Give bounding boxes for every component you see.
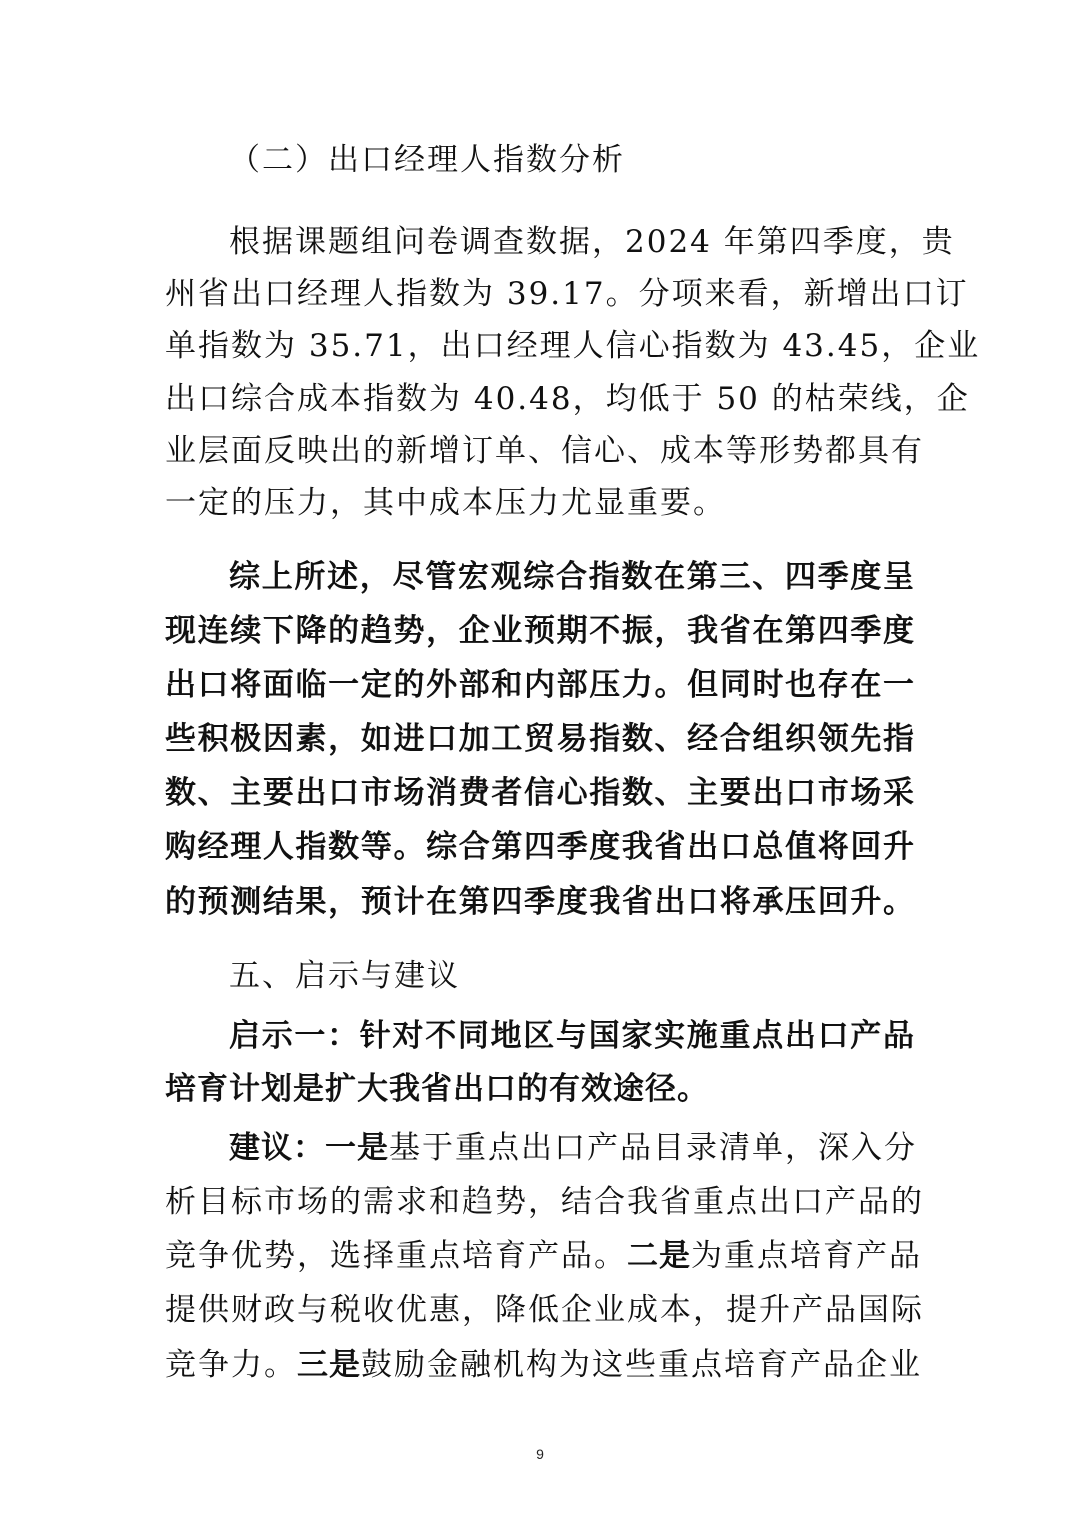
summary-line: 综上所述，尽管宏观综合指数在第三、四季度呈: [229, 559, 915, 595]
paragraph-line: 州省出口经理人指数为 39.17。分项来看，新增出口订: [165, 276, 969, 312]
paragraph-line: 单指数为 35.71，出口经理人信心指数为 43.45，企业: [165, 328, 981, 364]
suggestion-line: 提供财政与税收优惠，降低企业成本，提升产品国际: [165, 1292, 924, 1328]
suggestion-line: 析目标市场的需求和趋势，结合我省重点出口产品的: [165, 1184, 924, 1220]
section-heading-insights: 五、启示与建议: [229, 958, 460, 994]
paragraph-line: 根据课题组问卷调查数据，2024 年第四季度，贵: [229, 224, 955, 260]
suggestion-text: 为重点培育产品: [691, 1238, 922, 1274]
insight-line: 培育计划是扩大我省出口的有效途径。: [165, 1071, 709, 1107]
suggestion-lead-first: 建议：一是: [229, 1130, 389, 1166]
suggestion-text: 基于重点出口产品目录清单，深入分: [389, 1130, 917, 1166]
paragraph-line: 一定的压力，其中成本压力尤显重要。: [165, 485, 726, 521]
suggestion-line: [229, 1127, 915, 1169]
summary-line: 数、主要出口市场消费者信心指数、主要出口市场采: [165, 775, 915, 811]
suggestion-line: [165, 1344, 922, 1386]
summary-line: 些积极因素，如进口加工贸易指数、经合组织领先指: [165, 721, 915, 757]
insight-line: 启示一：针对不同地区与国家实施重点出口产品: [229, 1018, 915, 1054]
suggestion-lead-second: 二是: [627, 1238, 691, 1274]
page-number: 9: [536, 1446, 544, 1462]
summary-line: 现连续下降的趋势，企业预期不振，我省在第四季度: [165, 613, 915, 649]
summary-line: 的预测结果，预计在第四季度我省出口将承压回升。: [165, 884, 915, 920]
section-heading-export-manager-index: （二）出口经理人指数分析: [229, 142, 625, 178]
summary-line: 购经理人指数等。综合第四季度我省出口总值将回升: [165, 829, 915, 865]
suggestion-text: 鼓励金融机构为这些重点培育产品企业: [361, 1347, 922, 1383]
summary-line: 出口将面临一定的外部和内部压力。但同时也存在一: [165, 667, 915, 703]
suggestion-text: 竞争优势，选择重点培育产品。: [165, 1238, 627, 1274]
paragraph-line: 出口综合成本指数为 40.48，均低于 50 的枯荣线，企: [165, 381, 970, 417]
suggestion-lead-third: 三是: [297, 1347, 361, 1383]
suggestion-text: 竞争力。: [165, 1347, 297, 1383]
suggestion-line: [165, 1235, 922, 1277]
paragraph-line: 业层面反映出的新增订单、信心、成本等形势都具有: [165, 433, 924, 469]
